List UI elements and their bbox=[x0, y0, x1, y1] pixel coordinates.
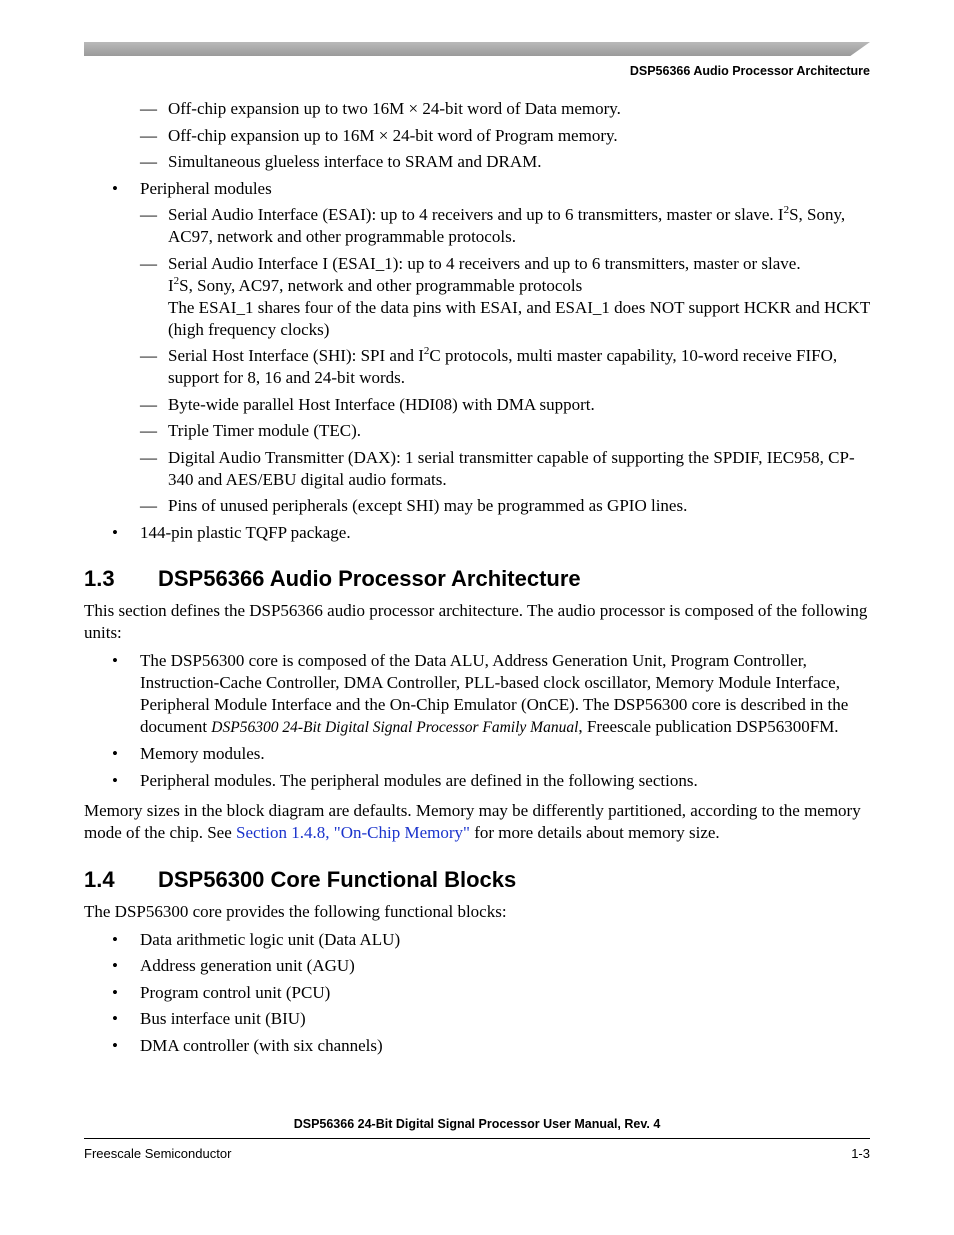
header-bar bbox=[84, 42, 870, 56]
on-chip-memory-link[interactable]: Section 1.4.8, "On-Chip Memory" bbox=[236, 822, 470, 842]
list-item-esai: — Serial Audio Interface (ESAI): up to 4 receivers and up to 6 transmitters, master or slave. $I^2S$, Sony, AC97, network and other programmable protocols. bbox=[84, 204, 870, 248]
page-body bbox=[84, 98, 870, 1061]
list-item-core: • The DSP56300 core is composed of the Data ALU, Address Generation Unit, Program Controller, Instruction-Cache Controller, DMA Controller, PLL-based clock oscillator, Memory Module Interface, Peripheral Module Interface and the On-Chip Emulator (OnCE). The DSP56300 core is described in the document DSP56300 24-Bit Digital Signal Processor Family Manual, Freescale publication DSP56300FM. bbox=[84, 650, 870, 739]
list-item: • 144-pin plastic TQFP package. bbox=[84, 522, 870, 544]
footer-company: Freescale Semiconductor bbox=[84, 1146, 232, 1161]
list-item: • Peripheral modules bbox=[84, 178, 870, 200]
list-item: — Off-chip expansion up to 16M × 24-bit word of Program memory. bbox=[84, 125, 870, 147]
list-item: • Data arithmetic logic unit (Data ALU) bbox=[84, 929, 870, 951]
section-heading-1-4: 1.4 DSP56300 Core Functional Blocks bbox=[84, 866, 517, 892]
list-item-shi: — Serial Host Interface (SHI): SPI and $I^2C$ protocols, multi master capability, 10-word receive FIFO, support for 8, 16 and 24-bit words. bbox=[84, 345, 870, 389]
list-item: • Peripheral modules. The peripheral modules are defined in the following sections. bbox=[84, 770, 870, 792]
list-item: — Simultaneous glueless interface to SRAM and DRAM. bbox=[84, 151, 870, 173]
running-header: DSP56366 Audio Processor Architecture bbox=[629, 64, 870, 78]
list-item: — Triple Timer module (TEC). bbox=[84, 420, 870, 442]
list-item: • Address generation unit (AGU) bbox=[84, 955, 870, 977]
list-item: — Off-chip expansion up to two 16M × 24-bit word of Data memory. bbox=[84, 98, 870, 120]
footer-page-number: 1-3 bbox=[851, 1146, 870, 1161]
list-item: — Digital Audio Transmitter (DAX): 1 serial transmitter capable of supporting the SPDIF, IEC958, CP-340 and AES/EBU digital audio formats. bbox=[84, 447, 870, 491]
list-item: — Pins of unused peripherals (except SHI) may be programmed as GPIO lines. bbox=[84, 495, 870, 517]
list-item: • Program control unit (PCU) bbox=[84, 982, 870, 1004]
list-item: • Memory modules. bbox=[84, 743, 870, 765]
footer-divider bbox=[84, 1138, 870, 1139]
esai1-note: The ESAI_1 shares four of the data pins with ESAI, and ESAI_1 does NOT support HCKR and HCKT (high frequency clocks) bbox=[168, 297, 870, 339]
list-item-esai1: — Serial Audio Interface I (ESAI_1): up to 4 receivers and up to 6 transmitters, master or slave. $I^2S$, Sony, AC97, network and other programmable protocols The ESAI_1 shares four of the data pins with ESAI, and ESAI_1 does NOT support HCKR and HCKT (high frequency clocks) bbox=[84, 253, 870, 341]
section-intro: The DSP56300 core provides the following functional blocks: bbox=[84, 901, 507, 921]
list-item: • DMA controller (with six channels) bbox=[84, 1035, 870, 1057]
section-heading-1-3: 1.3 DSP56366 Audio Processor Architecture bbox=[84, 565, 581, 591]
section-intro: This section defines the DSP56366 audio processor architecture. The audio processor is composed of the following units: bbox=[84, 600, 868, 642]
memory-sizes-paragraph: Memory sizes in the block diagram are defaults. Memory may be differently partitioned, according to the memory mode of the chip. See Section 1.4.8, "On-Chip Memory" for more details about memory size. bbox=[84, 800, 861, 842]
footer-manual-title: DSP56366 24-Bit Digital Signal Processor User Manual, Rev. 4 bbox=[293, 1117, 661, 1131]
document-title: DSP56300 24-Bit Digital Signal Processor Family Manual bbox=[211, 718, 579, 736]
list-item: • Bus interface unit (BIU) bbox=[84, 1008, 870, 1030]
list-item: — Byte-wide parallel Host Interface (HDI08) with DMA support. bbox=[84, 394, 870, 416]
